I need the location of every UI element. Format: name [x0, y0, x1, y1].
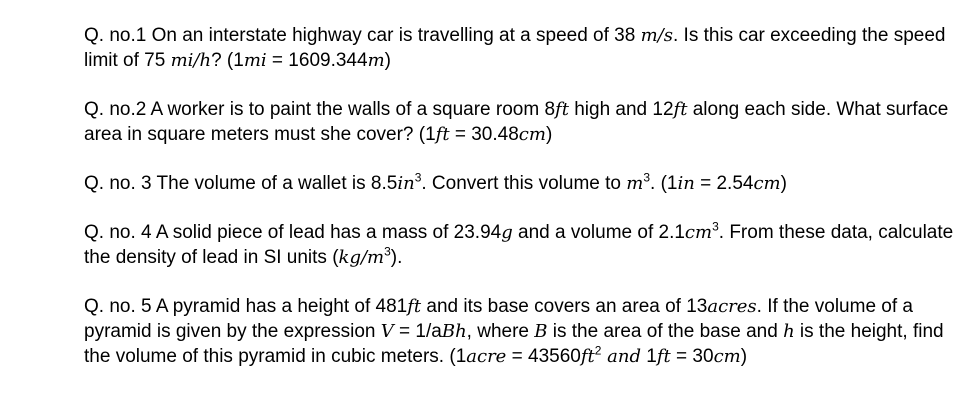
question-text: . (1 [650, 173, 678, 194]
math-term: ft [555, 99, 569, 120]
question-text: ? (1 [211, 50, 244, 71]
question-text: 1 [641, 346, 657, 367]
math-term: B [534, 321, 548, 342]
question-text: ) [384, 50, 391, 71]
superscript: 3 [643, 170, 651, 185]
question-2 [84, 97, 964, 147]
question-text: along each side. What surface area in square meters must she cover? (1 [84, 99, 949, 145]
question-text: is the height, find the volume of this pyramid in cubic meters. (1 [84, 321, 944, 367]
superscript: 2 [594, 343, 602, 358]
question-text: Q. no. 5 A pyramid has a height of 481 [84, 296, 408, 317]
question-text: Q. no.1 On an interstate highway car is travelling at a speed of 38 [84, 25, 641, 46]
question-text: high and 12 [568, 99, 674, 120]
question-text: , where [466, 321, 535, 342]
superscript: 3 [414, 170, 422, 185]
question-text: = 43560 [506, 346, 581, 367]
question-text: . From these data, calculate the density of lead in SI units ( [84, 222, 954, 268]
superscript: 3 [384, 244, 391, 259]
math-term: cm [713, 346, 741, 367]
math-term: mi [243, 50, 267, 71]
question-3 [84, 171, 787, 196]
question-text: = 1609.344 [266, 50, 368, 71]
superscript: 3 [712, 219, 719, 234]
question-text: Q. no. 4 A solid piece of lead has a mass of 23.94 [84, 222, 502, 243]
question-text: ) [740, 346, 748, 367]
math-term: ft [580, 346, 595, 367]
question-1 [84, 23, 964, 73]
question-text: = 30.48 [449, 124, 519, 145]
math-term: cm [518, 124, 546, 145]
math-term: ft [435, 124, 450, 145]
math-term: m [367, 50, 385, 71]
question-text: Q. no. 3 The volume of a wallet is 8.5 [84, 173, 398, 194]
math-term: ft [407, 296, 422, 317]
math-term: in [397, 173, 415, 194]
math-term: cm [753, 173, 781, 194]
question-text: and its base covers an area of 13 [421, 296, 708, 317]
question-text: ). [390, 247, 403, 268]
question-text: Q. no.2 A worker is to paint the walls of a square room 8 [84, 99, 556, 120]
math-term: V [380, 321, 394, 342]
question-text: = 2.54 [694, 173, 754, 194]
question-text: is the area of the base and [547, 321, 784, 342]
question-text: ) [545, 124, 553, 145]
math-term: ft [656, 346, 671, 367]
question-5 [84, 294, 964, 369]
math-term: acres [707, 296, 757, 317]
math-term: and [601, 346, 642, 367]
question-text: . If the volume of a pyramid is given by the expression [84, 296, 913, 342]
math-term: m [626, 173, 644, 194]
math-term: in [677, 173, 695, 194]
question-text: ) [780, 173, 787, 194]
math-term: ft [673, 99, 688, 120]
question-4 [84, 220, 964, 270]
math-term: m/s [640, 25, 673, 46]
math-term: Bh [441, 321, 467, 342]
math-term: acre [466, 346, 507, 367]
math-term: mi/h [170, 50, 212, 71]
question-text: and a volume of 2.1 [512, 222, 685, 243]
question-text: = 30 [670, 346, 714, 367]
math-term: g [501, 222, 513, 243]
question-text: . Is this car exceeding the speed limit of 75 [84, 25, 946, 71]
question-text: . Convert this volume to [421, 173, 627, 194]
question-text: = 1/a [393, 321, 442, 342]
math-term: kg/m [338, 247, 385, 268]
math-term: h [783, 321, 795, 342]
math-term: cm [684, 222, 713, 243]
